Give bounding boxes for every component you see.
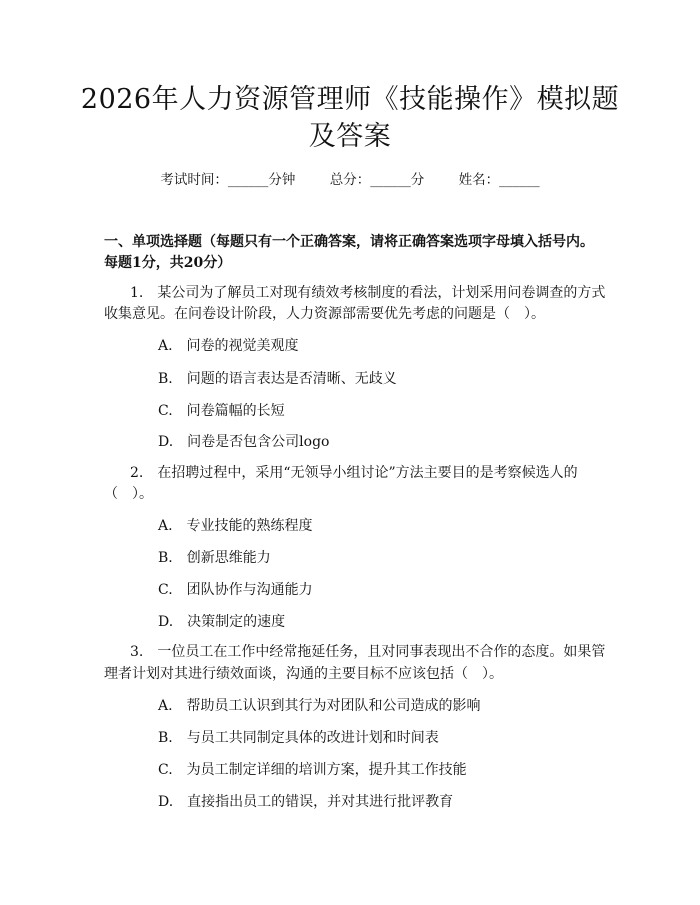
exam-meta: [0, 168, 700, 188]
question-1-option-a: A. 问卷的视觉美观度: [158, 338, 299, 354]
question-3-option-a: A. 帮助员工认识到其行为对团队和公司造成的影响: [158, 698, 481, 714]
question-1-option-c: C. 问卷篇幅的长短: [158, 403, 285, 419]
section-heading-line-2: 每题1分，共20分）: [104, 255, 232, 271]
question-3-option-c: C. 为员工制定详细的培训方案，提升其工作技能: [158, 762, 467, 778]
question-1-line-2: 收集意见。在问卷设计阶段，人力资源部需要优先考虑的问题是（ ）。: [104, 306, 545, 322]
question-1-option-d: D. 问卷是否包含公司logo: [158, 434, 330, 450]
document-title-line-2: 及答案: [308, 121, 392, 152]
question-3-line-2: 理者计划对其进行绩效面谈，沟通的主要目标不应该包括（ ）。: [104, 666, 503, 682]
exam-score-field: 总分：______分: [329, 172, 425, 188]
question-3-line-1: 3. 一位员工在工作中经常拖延任务，且对同事表现出不合作的态度。如果管: [130, 644, 606, 660]
question-1-option-b: B. 问题的语言表达是否清晰、无歧义: [158, 371, 397, 387]
exam-time-field: 考试时间：______分钟: [160, 172, 296, 188]
question-3-option-d: D. 直接指出员工的错误，并对其进行批评教育: [158, 794, 454, 810]
question-1-line-1: 1. 某公司为了解员工对现有绩效考核制度的看法，计划采用问卷调查的方式: [130, 285, 606, 301]
question-2-option-b: B. 创新思维能力: [158, 550, 271, 566]
question-2-line-1: 2. 在招聘过程中，采用“无领导小组讨论”方法主要目的是考察候选人的: [130, 465, 578, 481]
document-title-line-1: 2026年人力资源管理师《技能操作》模拟题: [80, 84, 620, 115]
question-2-line-2: （ ）。: [104, 486, 153, 502]
question-2-option-c: C. 团队协作与沟通能力: [158, 582, 313, 598]
question-2-option-d: D. 决策制定的速度: [158, 614, 286, 630]
question-2-option-a: A. 专业技能的熟练程度: [158, 518, 313, 534]
section-heading-line-1: 一、单项选择题（每题只有一个正确答案，请将正确答案选项字母填入括号内。: [104, 234, 594, 250]
exam-name-field: 姓名：______: [458, 172, 540, 188]
question-3-option-b: B. 与员工共同制定具体的改进计划和时间表: [158, 730, 439, 746]
